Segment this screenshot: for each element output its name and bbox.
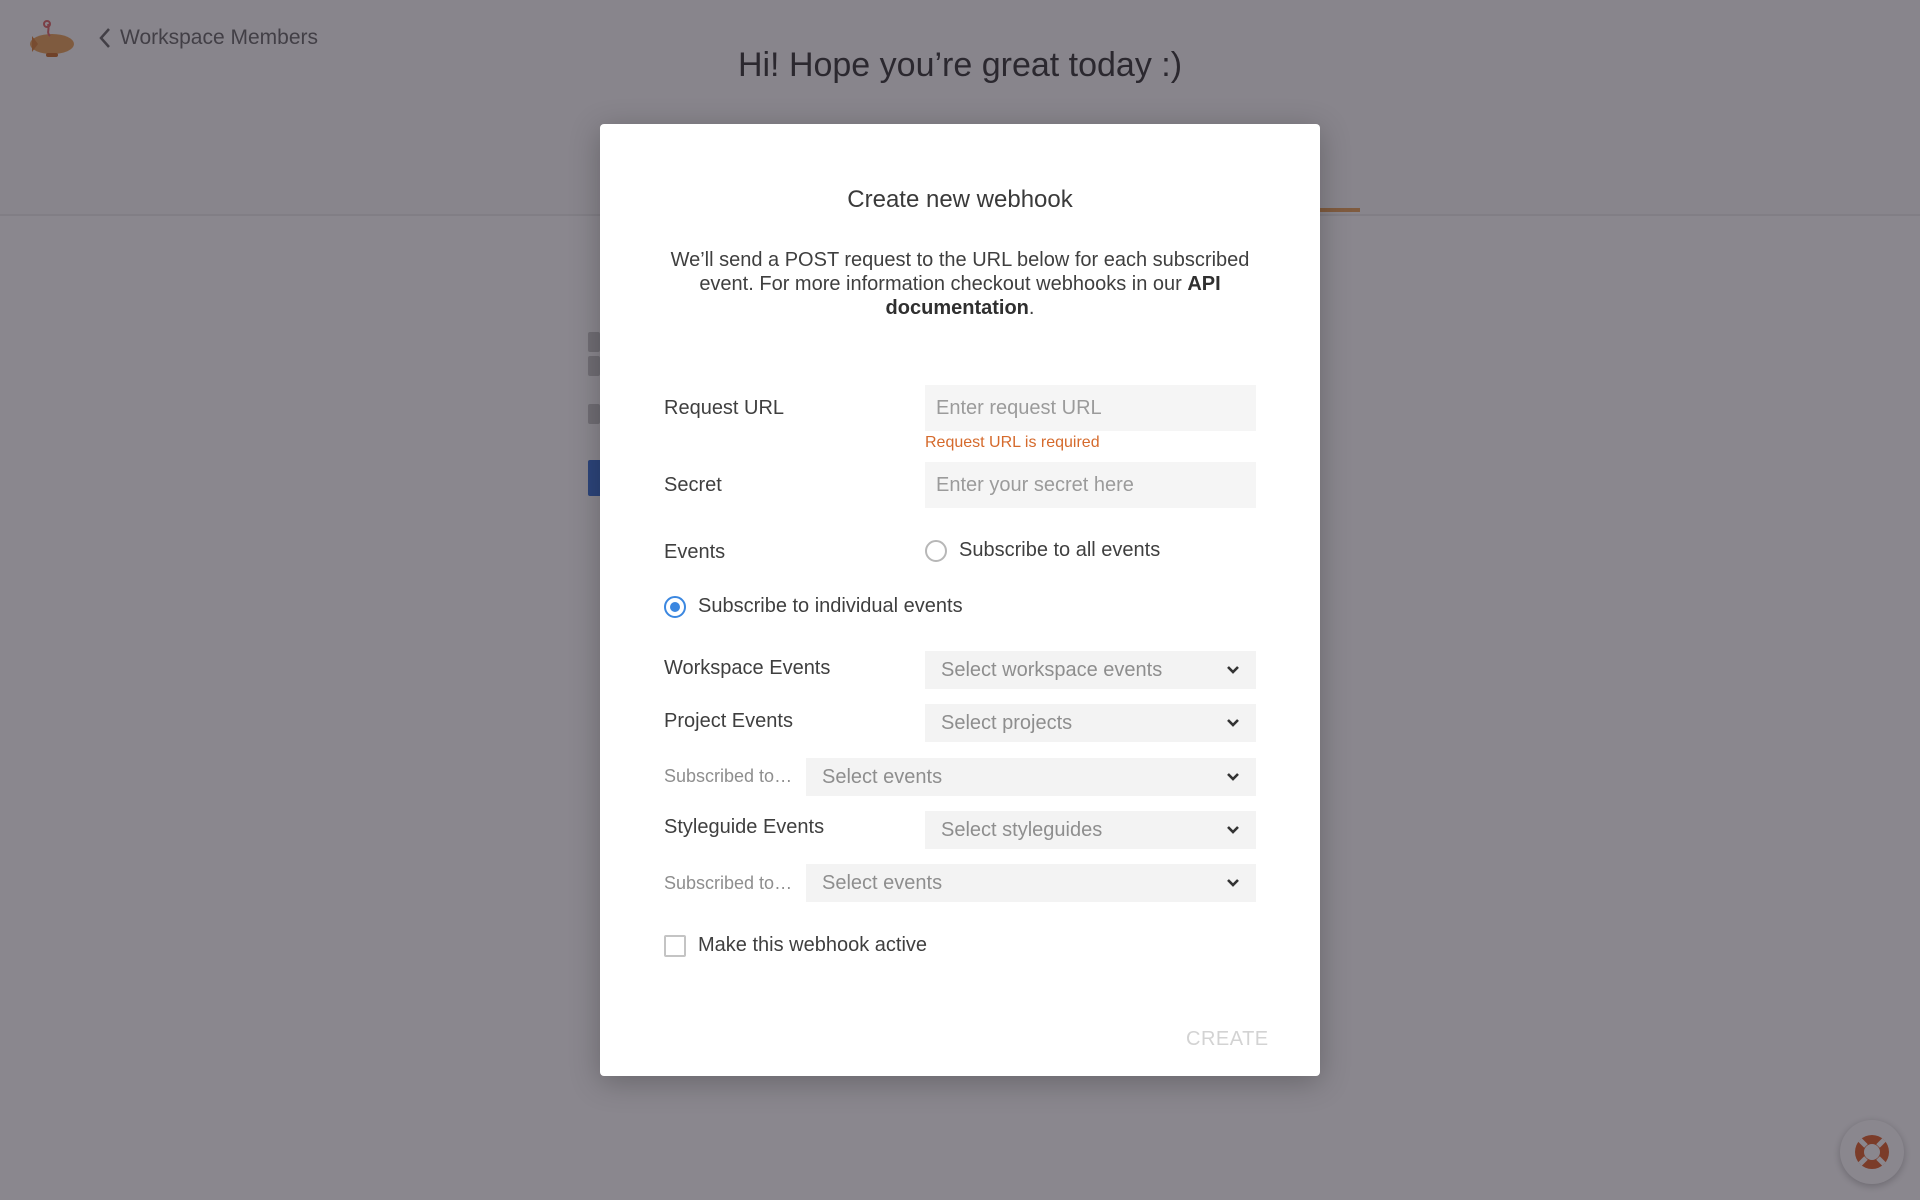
subscribe-all-radio[interactable] <box>925 539 1160 562</box>
project-subscribed-label: Subscribed to… <box>664 766 793 786</box>
chevron-down-icon <box>1226 718 1240 728</box>
api-documentation-link[interactable]: API documentation <box>885 273 1221 319</box>
styleguide-events-select[interactable] <box>925 811 1256 849</box>
chevron-down-icon <box>1226 878 1240 888</box>
secret-input[interactable] <box>925 462 1256 508</box>
webhook-active-label: Make this webhook active <box>698 934 928 956</box>
workspace-events-placeholder: Select workspace events <box>941 658 1163 681</box>
subscribe-individual-radio[interactable] <box>664 595 963 618</box>
description-end: . <box>1028 297 1035 319</box>
request-url-input[interactable] <box>925 385 1256 431</box>
checkbox-unchecked-icon <box>664 935 686 957</box>
chevron-down-icon <box>1226 825 1240 835</box>
subscribe-all-label: Subscribe to all events <box>959 539 1161 561</box>
project-subscribed-placeholder: Select events <box>822 765 943 788</box>
subscribe-individual-label: Subscribe to individual events <box>698 595 963 617</box>
styleguide-events-label: Styleguide Events <box>664 816 825 838</box>
dialog-title: Create new webhook <box>847 186 1073 213</box>
project-subscribed-events-select[interactable] <box>806 758 1256 796</box>
secret-label: Secret <box>664 474 722 496</box>
request-url-label: Request URL <box>664 397 785 419</box>
workspace-events-select[interactable] <box>925 651 1256 689</box>
project-events-label: Project Events <box>664 710 793 732</box>
chevron-down-icon <box>1226 772 1240 782</box>
radio-checked-icon <box>664 596 686 618</box>
events-label: Events <box>664 541 726 563</box>
styleguide-subscribed-label: Subscribed to… <box>664 873 793 893</box>
workspace-events-label: Workspace Events <box>664 657 831 679</box>
chevron-down-icon <box>1226 665 1240 675</box>
styleguide-events-placeholder: Select styleguides <box>941 818 1103 841</box>
request-url-error: Request URL is required <box>925 434 1100 451</box>
project-events-placeholder: Select projects <box>941 711 1073 734</box>
create-webhook-dialog <box>600 124 1320 1076</box>
styleguide-subscribed-placeholder: Select events <box>822 871 943 894</box>
webhook-active-checkbox[interactable] <box>664 934 927 957</box>
styleguide-subscribed-events-select[interactable] <box>806 864 1256 902</box>
dialog-description <box>660 248 1260 320</box>
description-text: We’ll send a POST request to the URL below for each subscribed event. For more information checkout webhooks in our <box>670 249 1250 295</box>
create-button[interactable]: CREATE <box>1186 1028 1269 1050</box>
radio-unchecked-icon <box>925 540 947 562</box>
project-events-select[interactable] <box>925 704 1256 742</box>
